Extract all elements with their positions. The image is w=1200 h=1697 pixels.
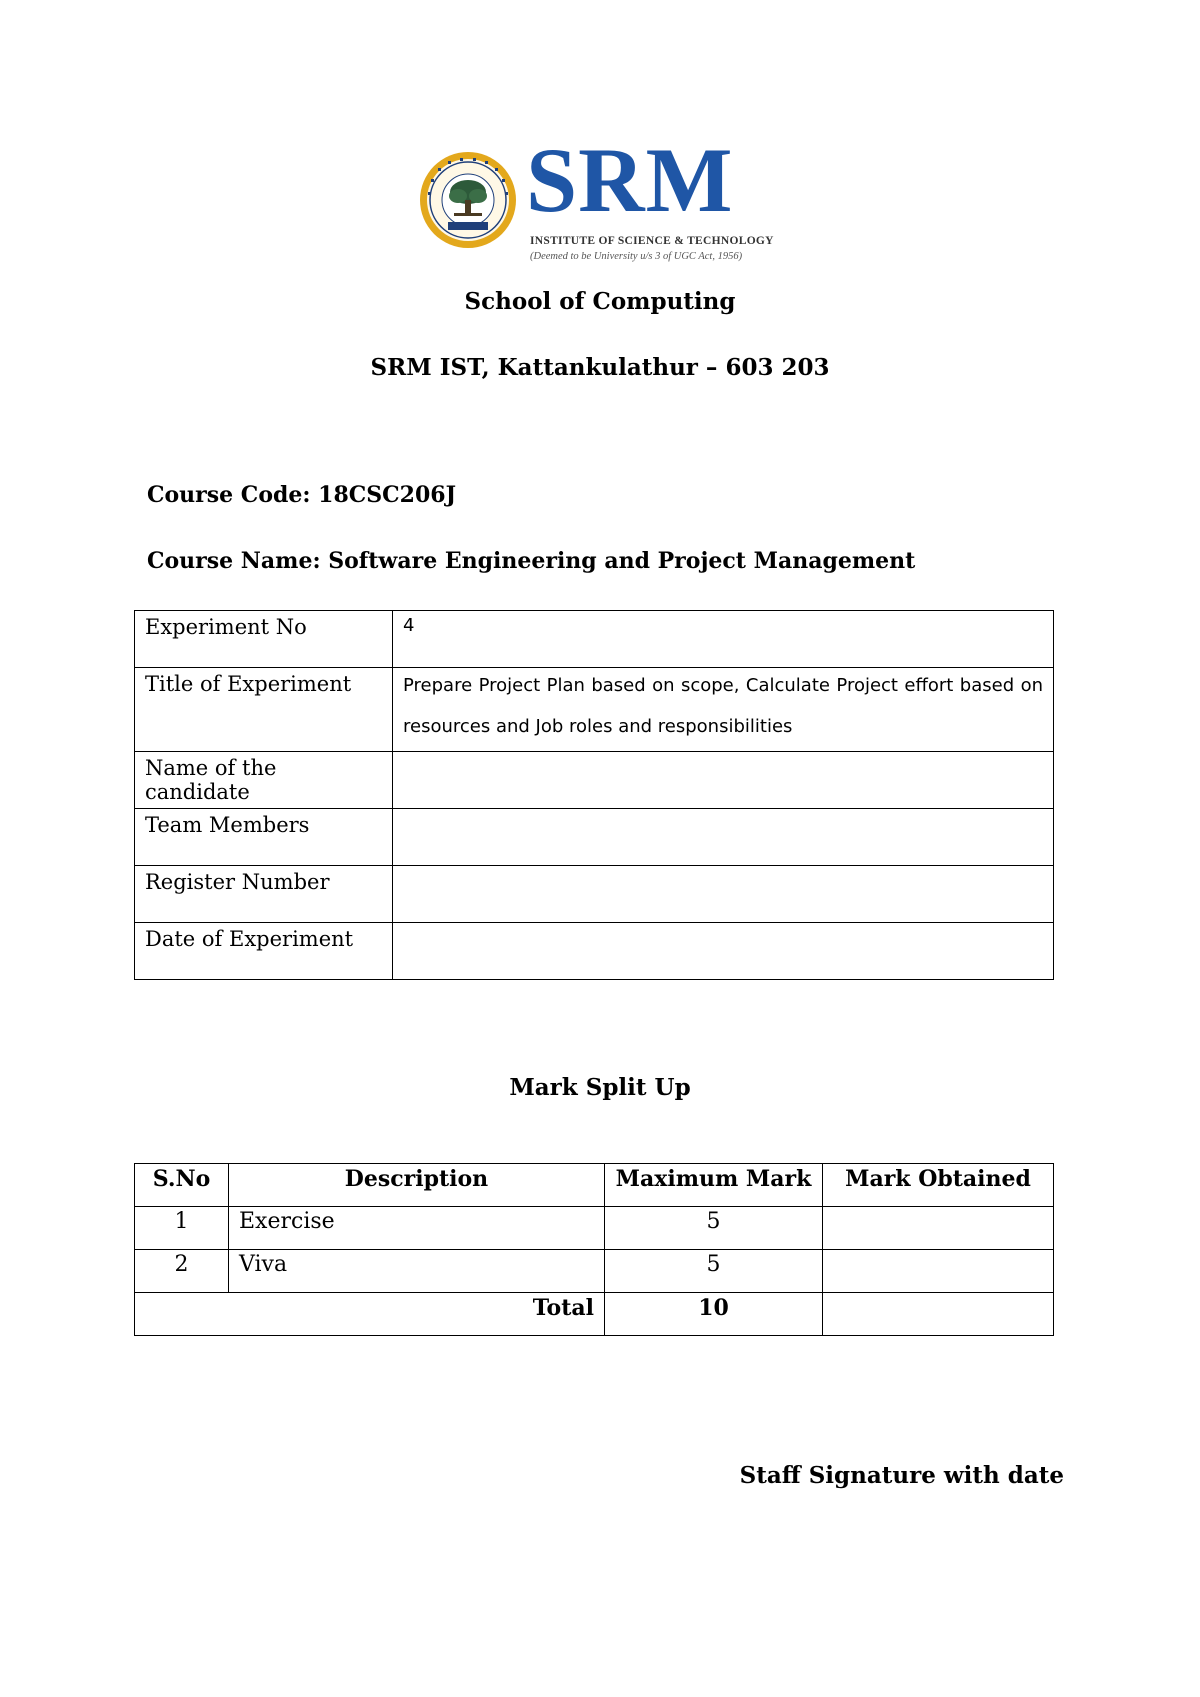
- course-name: Course Name: Software Engineering and Project Management: [147, 548, 916, 574]
- table-row: [135, 1207, 1054, 1250]
- table-row: [135, 1250, 1054, 1293]
- staff-signature-label: Staff Signature with date: [739, 1462, 1064, 1489]
- max-mark-cell: 5: [605, 1250, 823, 1293]
- info-value: [393, 923, 1054, 980]
- table-row: [135, 866, 1054, 923]
- description-cell: Viva: [229, 1250, 605, 1293]
- mark-split-table: [134, 1163, 1054, 1336]
- column-header: S.No: [135, 1164, 229, 1207]
- experiment-info-table: [134, 610, 1054, 980]
- sno-cell: 2: [135, 1250, 229, 1293]
- info-label: Name of the candidate: [135, 752, 393, 809]
- table-row: [135, 809, 1054, 866]
- table-row: [135, 611, 1054, 668]
- column-header: Maximum Mark: [605, 1164, 823, 1207]
- info-label: Experiment No: [135, 611, 393, 668]
- column-header: Description: [229, 1164, 605, 1207]
- total-max-mark: 10: [605, 1293, 823, 1336]
- institute-address: SRM IST, Kattankulathur – 603 203: [370, 354, 830, 381]
- info-value: [393, 866, 1054, 923]
- info-value: [393, 752, 1054, 809]
- course-code: Course Code: 18CSC206J: [147, 482, 457, 508]
- school-name: School of Computing: [464, 288, 736, 315]
- info-label: Date of Experiment: [135, 923, 393, 980]
- sno-cell: 1: [135, 1207, 229, 1250]
- mark-obtained-cell: [823, 1207, 1054, 1250]
- brand-subtitle: INSTITUTE OF SCIENCE & TECHNOLOGY: [530, 235, 774, 247]
- mark-split-heading: Mark Split Up: [509, 1074, 691, 1101]
- total-row: [135, 1293, 1054, 1336]
- srm-logo: [418, 129, 774, 270]
- brand-name: SRM: [526, 129, 734, 231]
- info-label: Register Number: [135, 866, 393, 923]
- university-seal-icon: [418, 150, 518, 250]
- total-mark-obtained: [823, 1293, 1054, 1336]
- description-cell: Exercise: [229, 1207, 605, 1250]
- info-value: [393, 809, 1054, 866]
- info-label: Title of Experiment: [135, 668, 393, 752]
- max-mark-cell: 5: [605, 1207, 823, 1250]
- total-label: Total: [135, 1293, 605, 1336]
- table-row: [135, 668, 1054, 752]
- info-value: Prepare Project Plan based on scope, Calculate Project effort based on resources and Job roles and responsibilities: [403, 675, 1043, 737]
- info-value-cell: [393, 668, 1054, 752]
- table-row: [135, 752, 1054, 809]
- info-value: 4: [393, 611, 1054, 668]
- table-row: [135, 923, 1054, 980]
- table-header-row: [135, 1164, 1054, 1207]
- brand-tagline: (Deemed to be University u/s 3 of UGC Act, 1956): [530, 251, 743, 262]
- info-label: Team Members: [135, 809, 393, 866]
- column-header: Mark Obtained: [823, 1164, 1054, 1207]
- mark-obtained-cell: [823, 1250, 1054, 1293]
